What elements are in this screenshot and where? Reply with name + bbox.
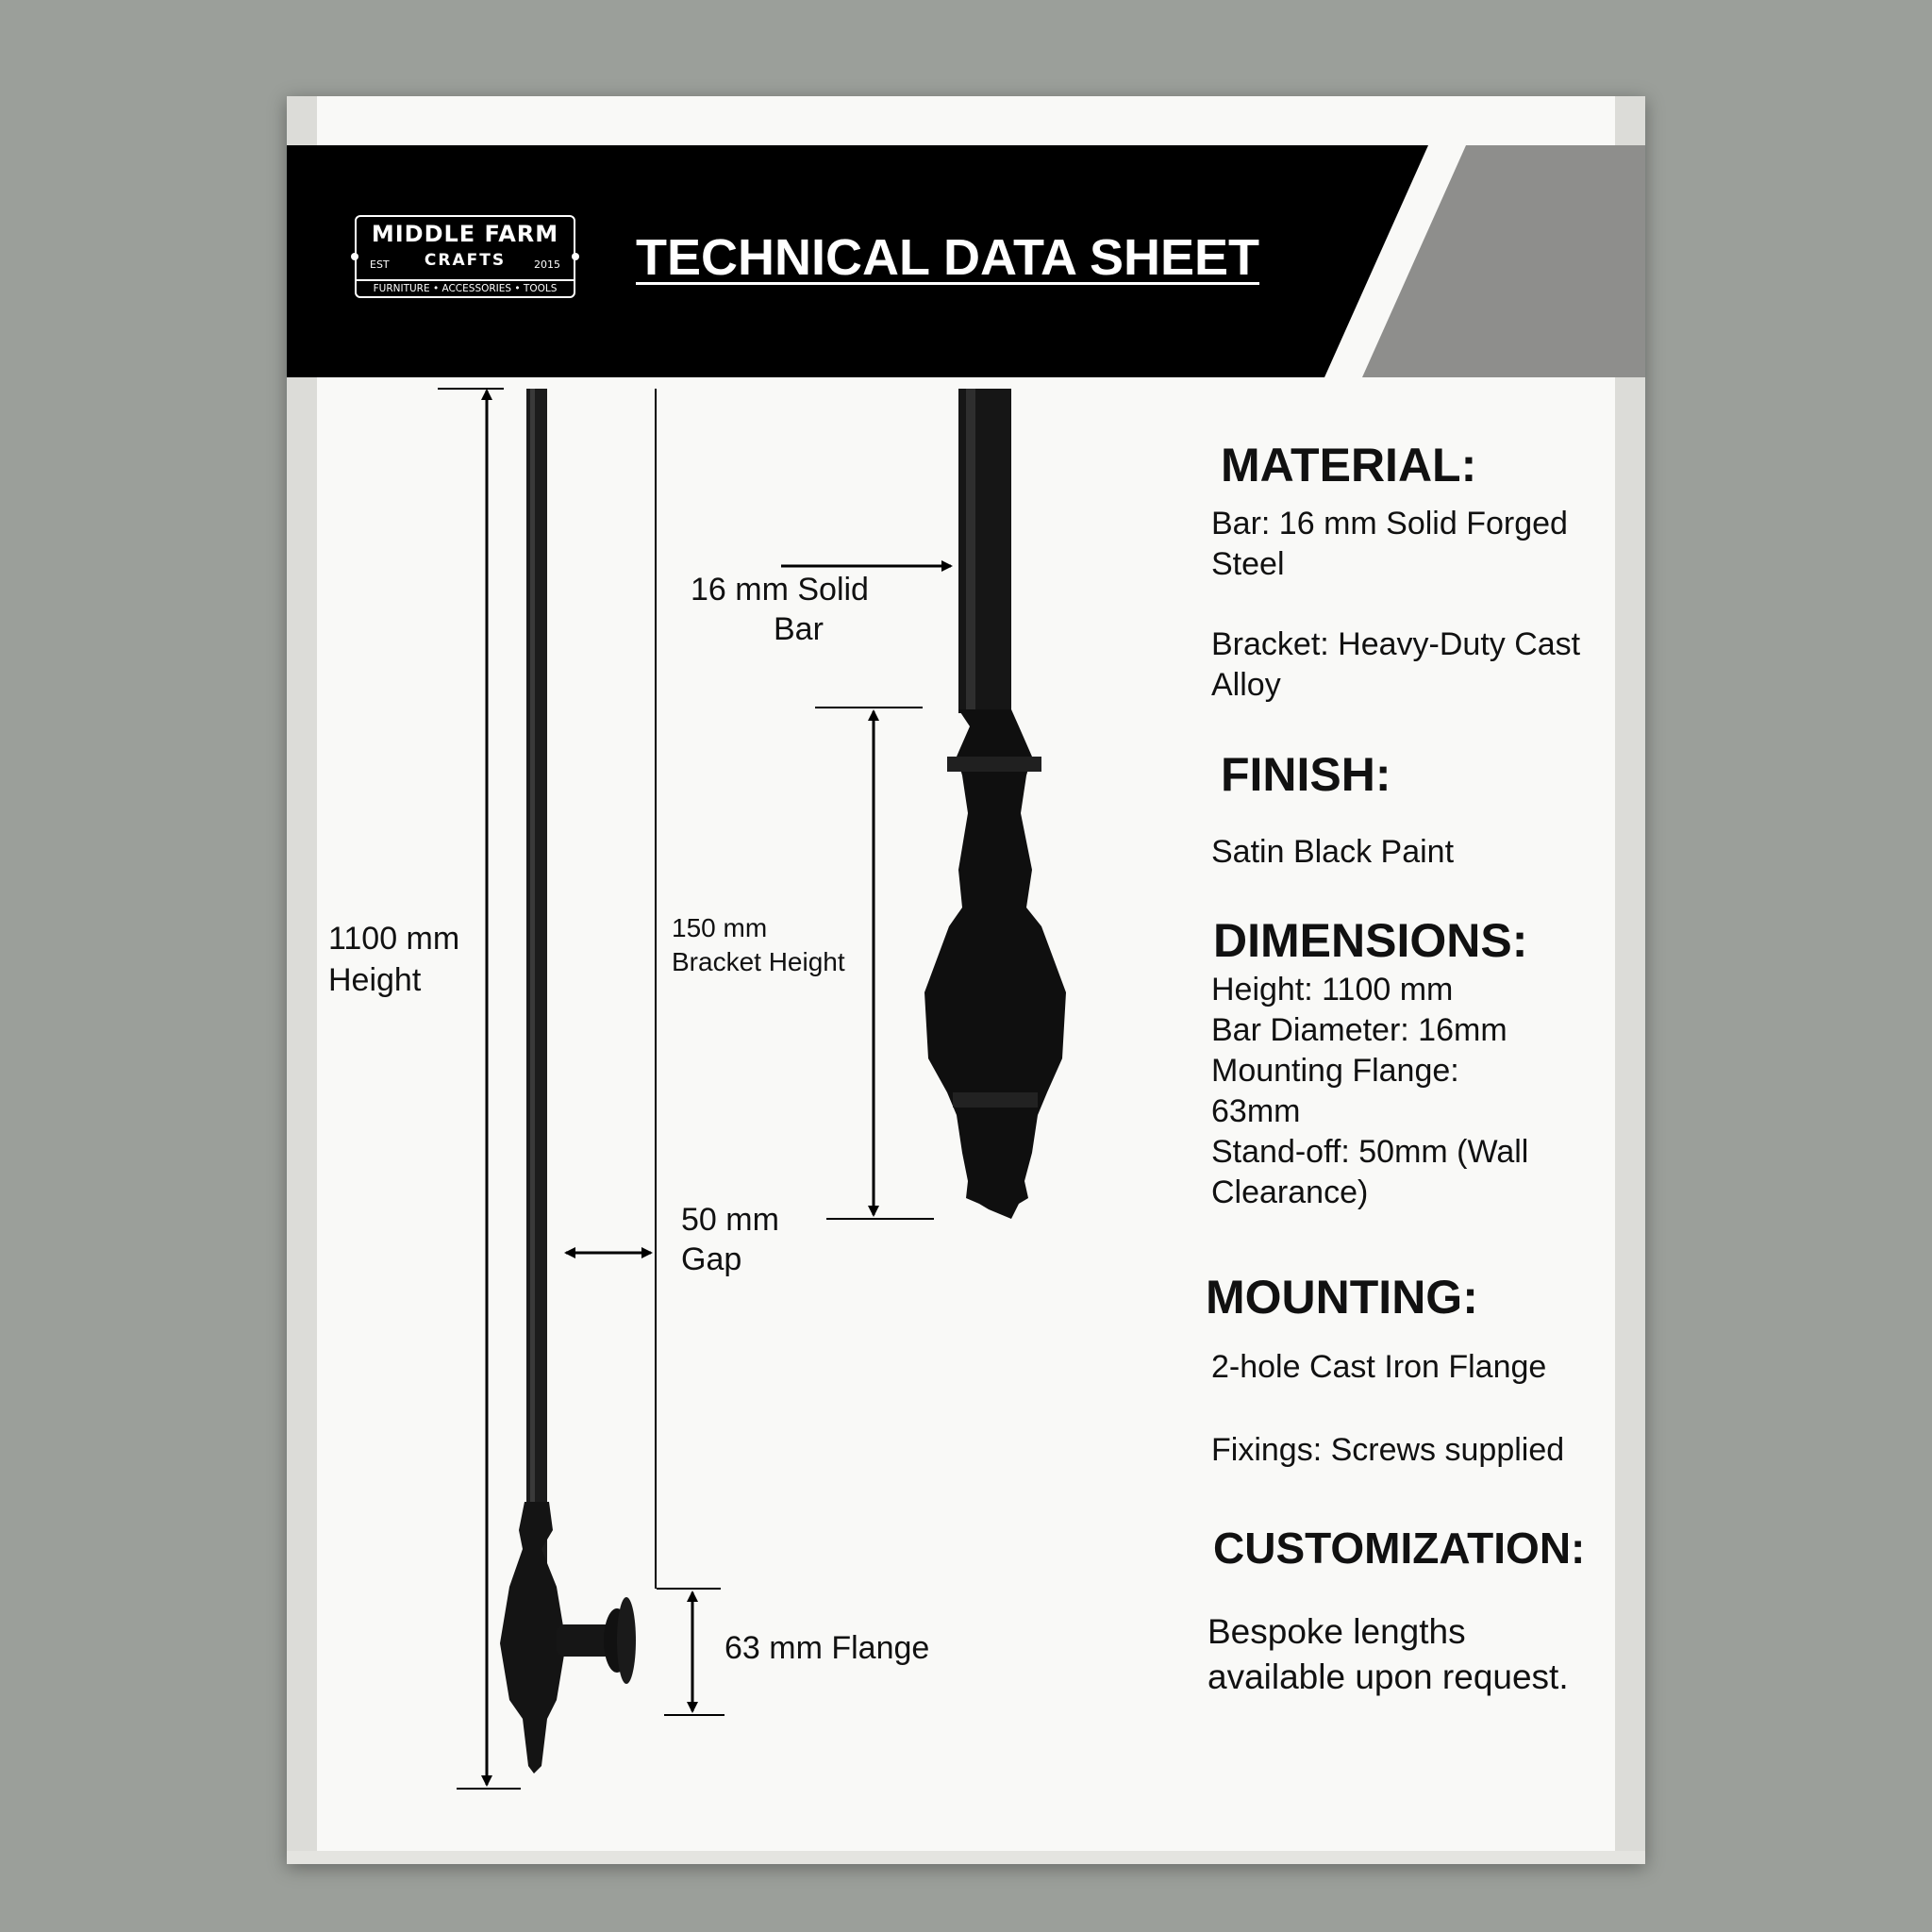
bracket-label-value: 150 mm [672, 913, 768, 942]
gap-label-value: 50 mm [681, 1202, 779, 1238]
finish-heading: FINISH: [1221, 748, 1391, 801]
dimensions-line4: 63mm [1211, 1093, 1301, 1129]
page-title: TECHNICAL DATA SHEET [636, 229, 1259, 286]
mounting-heading: MOUNTING: [1206, 1271, 1478, 1324]
bar-label-value: 16 mm Solid [691, 572, 869, 608]
material-heading: MATERIAL: [1221, 439, 1477, 491]
dimensions-line1: Height: 1100 mm [1211, 972, 1454, 1008]
logo-subtitle: CRAFTS [424, 251, 507, 270]
dimensions-line3: Mounting Flange: [1211, 1053, 1459, 1089]
gap-label-text: Gap [681, 1241, 742, 1277]
material-bracket-line2: Alloy [1211, 667, 1281, 703]
dimensions-line2: Bar Diameter: 16mm [1211, 1012, 1507, 1048]
full-bar-illustration [500, 389, 636, 1774]
customization-line2: available upon request. [1208, 1657, 1569, 1696]
material-bar-line2: Steel [1211, 546, 1285, 582]
logo-tagline: FURNITURE • ACCESSORIES • TOOLS [357, 279, 574, 294]
height-label-value: 1100 mm [328, 921, 460, 957]
dimensions-heading: DIMENSIONS: [1213, 914, 1528, 967]
bar-label-text: Bar [774, 611, 824, 647]
bracket-label-text: Bracket Height [672, 947, 845, 976]
dimensions-line5: Stand-off: 50mm (Wall [1211, 1134, 1529, 1170]
height-dimension [438, 389, 521, 1789]
mounting-line2: Fixings: Screws supplied [1211, 1432, 1565, 1468]
logo-year: 2015 [534, 258, 560, 271]
material-bar-line1: Bar: 16 mm Solid Forged [1211, 506, 1568, 541]
height-label-text: Height [328, 962, 422, 998]
material-bracket-line1: Bracket: Heavy-Duty Cast [1211, 626, 1581, 662]
customization-heading: CUSTOMIZATION: [1213, 1524, 1586, 1573]
mounting-line1: 2-hole Cast Iron Flange [1211, 1349, 1547, 1385]
logo-est: EST [370, 258, 390, 271]
finial-closeup-illustration [924, 389, 1066, 1219]
data-sheet [287, 96, 1645, 1864]
customization-line1: Bespoke lengths [1208, 1612, 1466, 1651]
dimensions-line6: Clearance) [1211, 1174, 1369, 1210]
flange-dimension [657, 1589, 724, 1715]
finish-value: Satin Black Paint [1211, 834, 1455, 870]
flange-label: 63 mm Flange [724, 1630, 930, 1666]
logo-title: MIDDLE FARM [371, 221, 559, 247]
